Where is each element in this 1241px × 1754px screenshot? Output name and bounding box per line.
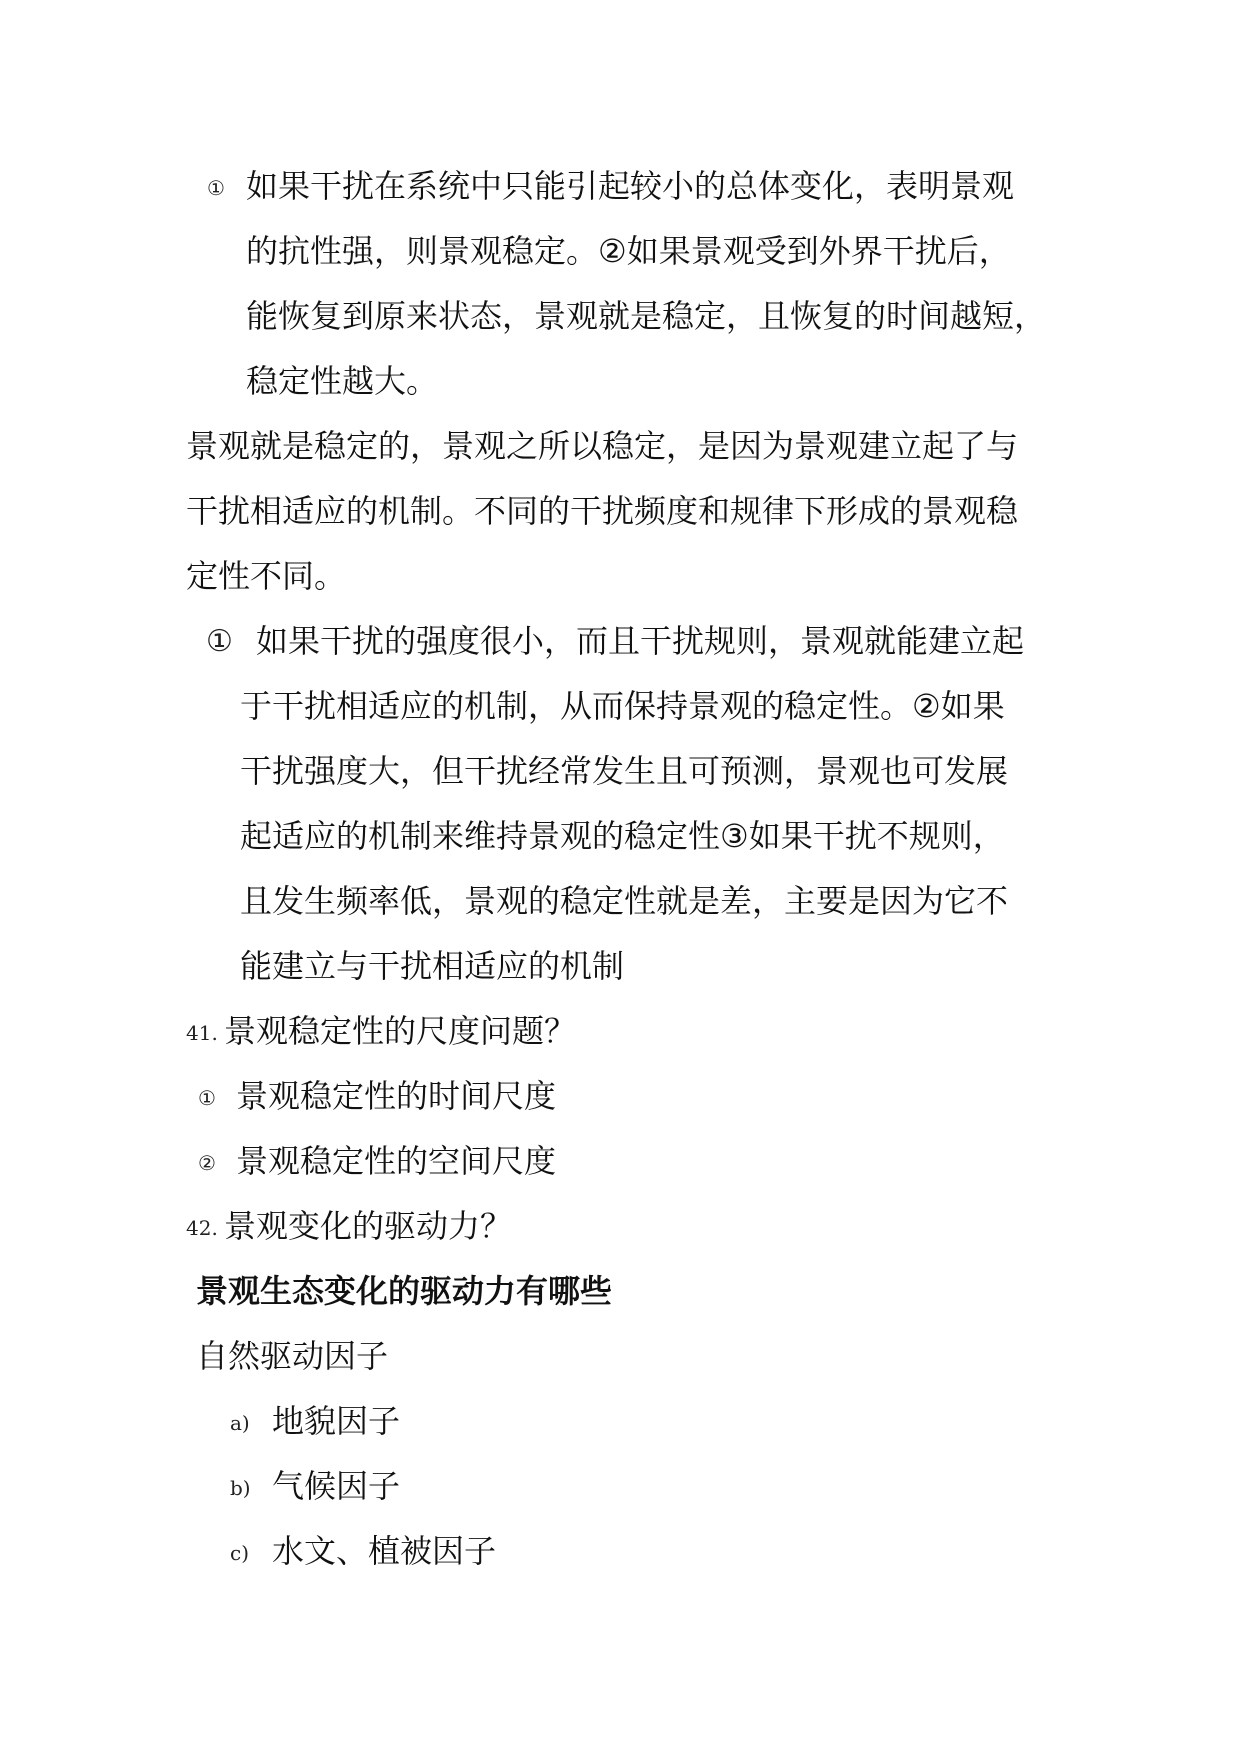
question-number: 41. [186, 1021, 218, 1045]
text-line: 稳定性越大。 [246, 362, 439, 400]
list-marker: a) [230, 1411, 250, 1435]
text-line: 干扰强度大，但干扰经常发生且可预测，景观也可发展 [240, 752, 1009, 790]
question-number: 42. [186, 1216, 218, 1240]
list-marker: ① [198, 1086, 216, 1110]
text-line: 的抗性强，则景观稳定。②如果景观受到外界干扰后， [246, 232, 1011, 270]
text-line: 于干扰相适应的机制，从而保持景观的稳定性。②如果 [240, 687, 1005, 725]
text-line: 且发生频率低，景观的稳定性就是差，主要是因为它不 [240, 882, 1009, 920]
question-text: 景观稳定性的尺度问题？ [224, 1012, 577, 1050]
text-line: 定性不同。 [186, 557, 347, 595]
text-line: 能建立与干扰相适应的机制 [240, 947, 625, 985]
list-item: 水文、植被因子 [272, 1532, 497, 1570]
list-marker: b) [230, 1476, 251, 1500]
list-marker: c) [230, 1541, 250, 1565]
list-marker: ② [198, 1151, 216, 1175]
text-line: 如果干扰在系统中只能引起较小的总体变化，表明景观 [246, 167, 1015, 205]
text-line: 起适应的机制来维持景观的稳定性③如果干扰不规则， [240, 817, 1005, 855]
text-line: 如果干扰的强度很小，而且干扰规则，景观就能建立起 [256, 622, 1025, 660]
question-text: 景观变化的驱动力？ [224, 1207, 513, 1245]
list-marker: ① [206, 624, 233, 659]
list-item: 地貌因子 [272, 1402, 401, 1440]
section-heading: 景观生态变化的驱动力有哪些 [196, 1272, 613, 1310]
list-item: 气候因子 [272, 1467, 401, 1505]
list-item: 景观稳定性的时间尺度 [236, 1077, 557, 1115]
text-line: 能恢复到原来状态，景观就是稳定，且恢复的时间越短， [246, 297, 1047, 335]
list-marker: ① [207, 176, 225, 200]
subheading: 自然驱动因子 [196, 1337, 389, 1375]
text-line: 景观就是稳定的，景观之所以稳定，是因为景观建立起了与 [186, 427, 1019, 465]
text-line: 干扰相适应的机制。不同的干扰频度和规律下形成的景观稳 [186, 492, 1019, 530]
list-item: 景观稳定性的空间尺度 [236, 1142, 557, 1180]
